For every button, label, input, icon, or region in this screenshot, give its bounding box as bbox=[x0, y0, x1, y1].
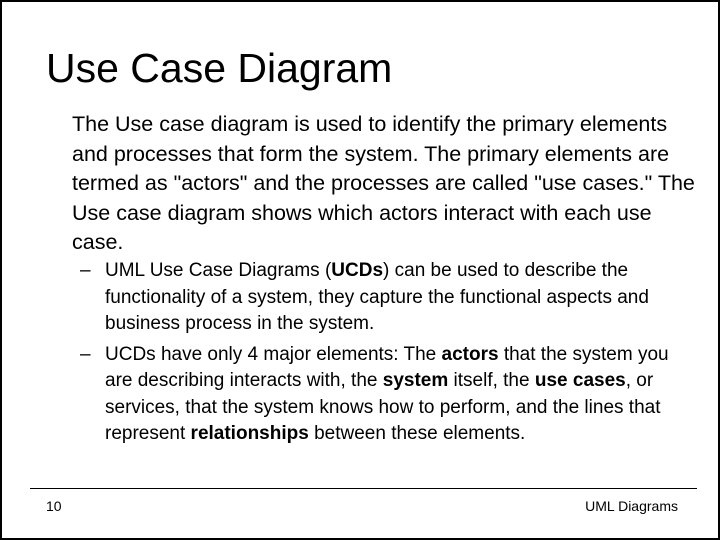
slide-title: Use Case Diagram bbox=[46, 45, 393, 91]
bullet-bold-term: system bbox=[382, 370, 449, 391]
bullet-item-ucd-definition bbox=[80, 258, 680, 338]
bullet-bold-term: actors bbox=[441, 343, 499, 365]
intro-paragraph: The Use case diagram is used to identify the primary elements and processes that form the system. The primary elements are termed as "actors" and the processes are called "use cases." The Use case diagram shows which actors interact with each use case. bbox=[72, 112, 695, 254]
page-number: 10 bbox=[46, 498, 62, 514]
bullet-bold-term: use cases bbox=[534, 370, 626, 391]
bullet-item-ucd-elements bbox=[80, 342, 680, 448]
bullet-segment: UML Use Case Diagrams ( bbox=[105, 260, 332, 281]
footer-divider bbox=[30, 488, 697, 489]
bullet-bold-term: UCDs bbox=[331, 260, 384, 281]
bullet-dash: – bbox=[80, 343, 91, 365]
footer-deck-title: UML Diagrams bbox=[585, 498, 678, 514]
bullet-text bbox=[105, 260, 649, 334]
bullet-segment: itself, the bbox=[448, 370, 535, 391]
bullet-segment: that the system you are describing interacts with, the bbox=[105, 343, 669, 391]
bullet-segment: ) can be used to describe the functionality of a system, they capture the functional aspects and business process in the system. bbox=[105, 260, 649, 334]
bullet-segment: UCDs have only 4 major elements: The bbox=[105, 343, 442, 365]
bullet-list bbox=[80, 258, 680, 452]
bullet-dash: – bbox=[80, 260, 91, 281]
bullet-segment: , or services, that the system knows how to perform, and the lines that represent bbox=[105, 370, 661, 444]
bullet-text bbox=[105, 344, 669, 445]
bullet-segment: between these elements. bbox=[308, 423, 526, 444]
bullet-bold-term: relationships bbox=[190, 423, 309, 444]
